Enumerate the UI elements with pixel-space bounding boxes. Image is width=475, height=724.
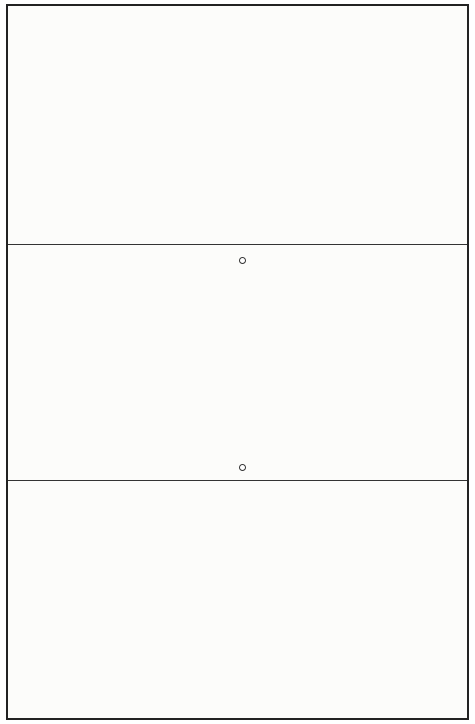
- binding-hole-lower: [239, 464, 246, 471]
- scripture-page: [6, 4, 469, 720]
- preface-block: [12, 250, 463, 475]
- chapter-block: [12, 486, 463, 714]
- top-text-block: [12, 10, 463, 240]
- divider-bottom: [8, 480, 467, 481]
- divider-top: [8, 244, 467, 245]
